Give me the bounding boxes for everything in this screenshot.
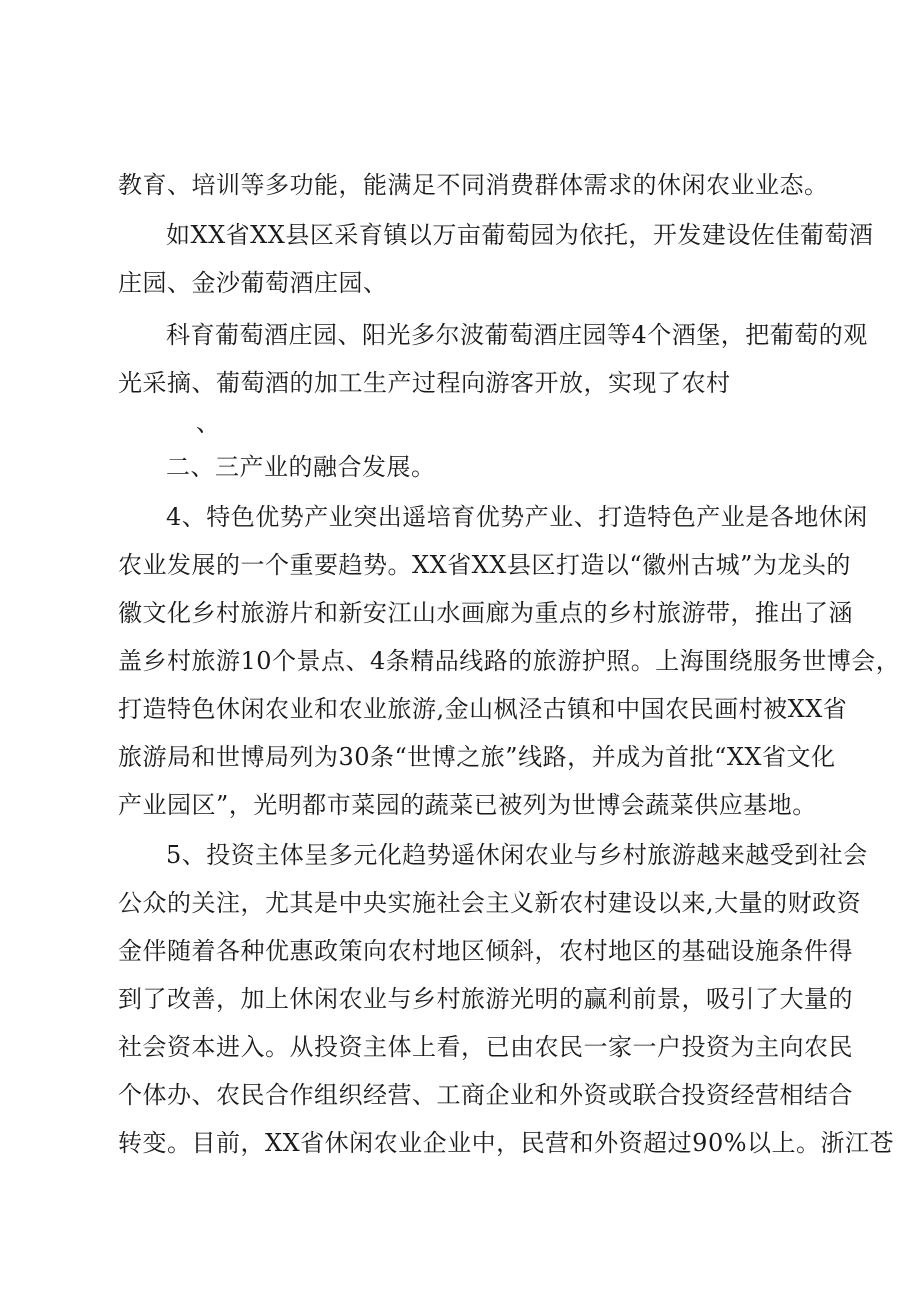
body-text-line: 光采摘、葡萄酒的加工生产过程向游客开放，实现了农村 [118,369,731,397]
body-text-line: 金伴随着各种优惠政策向农村地区倾斜，农村地区的基础设施条件得 [118,937,853,965]
body-text-line: 农业发展的一个重要趋势。XX省XX县区打造以“徽州古城”为龙头的 [118,551,851,579]
stray-punctuation: 、 [196,409,221,437]
body-text-line: 旅游局和世博局列为30条“世博之旅”线路，并成为首批“XX省文化 [118,743,836,771]
body-text-line: 转变。目前，XX省休闲农业企业中，民营和外资超过90%以上。浙江苍 [118,1129,895,1157]
paragraph-first-line: 科育葡萄酒庄园、阳光多尔波葡萄酒庄园等4个酒堡，把葡萄的观 [166,321,868,349]
body-text-line: 个体办、农民合作组织经营、工商企业和外资或联合投资经营相结合 [118,1081,853,1109]
paragraph-first-line: 如XX省XX县区采育镇以万亩葡萄园为依托，开发建设佐佳葡萄酒 [166,221,874,249]
body-text-line: 教育、培训等多功能，能满足不同消费群体需求的休闲农业业态。 [118,171,829,199]
paragraph-first-line: 4、特色优势产业突出遥培育优势产业、打造特色产业是各地休闲 [166,503,868,531]
paragraph-first-line: 5、投资主体呈多元化趋势遥休闲农业与乡村旅游越来越受到社会 [166,841,868,869]
body-text-line: 公众的关注，尤其是中央实施社会主义新农村建设以来,大量的财政资 [118,889,862,917]
body-text-line: 打造特色休闲农业和农业旅游,金山枫泾古镇和中国农民画村被XX省 [118,695,848,723]
body-text-line: 庄园、金沙葡萄酒庄园、 [118,269,388,297]
body-text-line: 到了改善，加上休闲农业与乡村旅游光明的赢利前景，吸引了大量的 [118,985,853,1013]
body-text-line: 盖乡村旅游10个景点、4条精品线路的旅游护照。上海围绕服务世博会， [118,647,901,675]
body-text-line: 徽文化乡村旅游片和新安江山水画廊为重点的乡村旅游带，推出了涵 [118,599,853,627]
body-text-line: 产业园区”，光明都市菜园的蔬菜已被列为世博会蔬菜供应基地。 [118,791,817,819]
body-text-line: 社会资本进入。从投资主体上看，已由农民一家一户投资为主向农民 [118,1033,853,1061]
paragraph-first-line: 二、三产业的融合发展。 [166,453,436,481]
